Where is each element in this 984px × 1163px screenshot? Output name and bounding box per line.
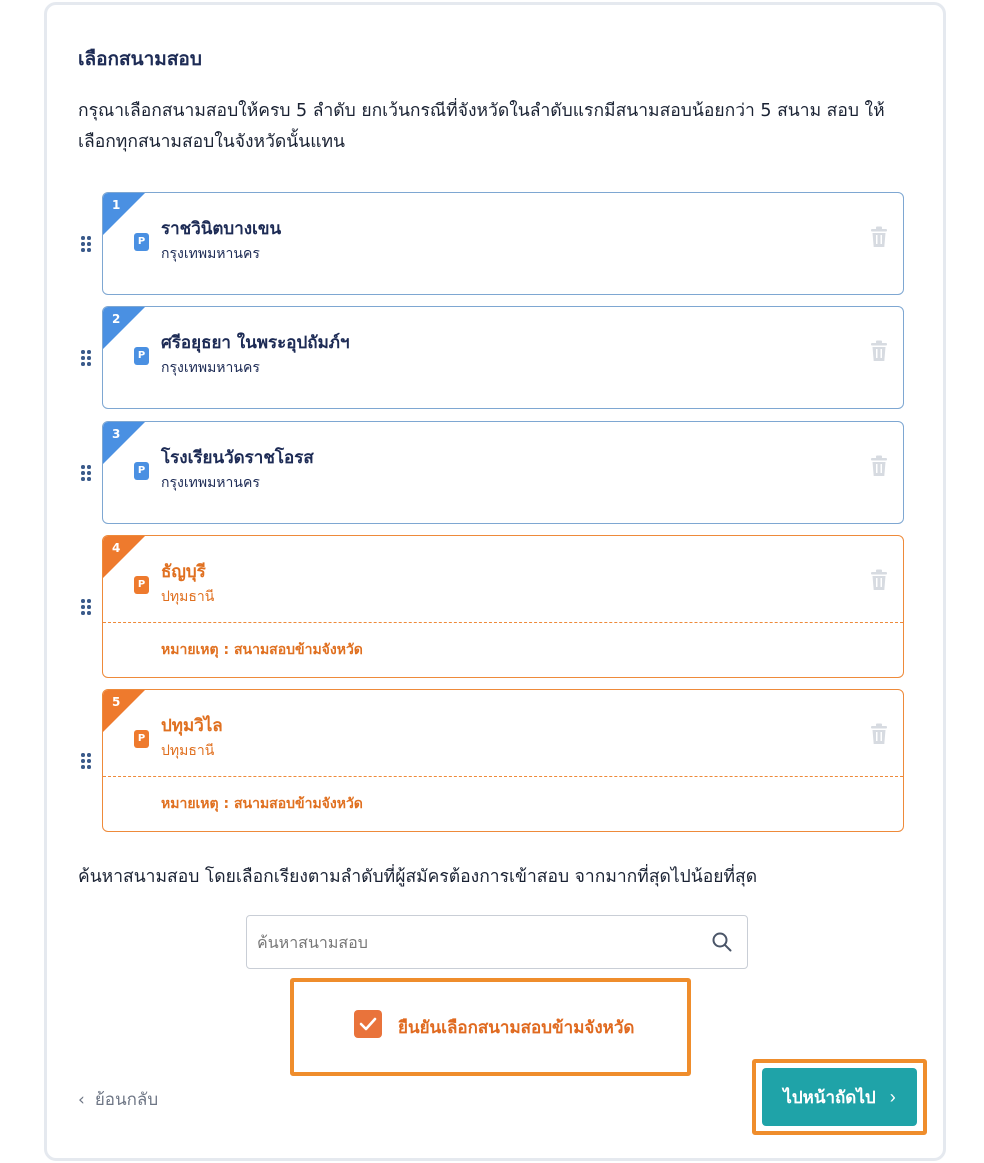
site-province: ปทุมธานี: [161, 589, 215, 605]
trash-icon[interactable]: [869, 569, 889, 591]
site-name: โรงเรียนวัดราชโอรส: [161, 448, 314, 468]
school-doc-icon: P: [134, 730, 149, 748]
rank-ribbon: [103, 690, 145, 732]
selected-site-1[interactable]: [102, 192, 904, 295]
site-name: ราชวินิตบางเขน: [161, 219, 282, 239]
drag-handle-icon[interactable]: [81, 599, 93, 615]
school-doc-icon: P: [134, 233, 149, 251]
confirm-checkbox[interactable]: [354, 1010, 382, 1038]
drag-handle-icon[interactable]: [81, 350, 93, 366]
instructions-text: กรุณาเลือกสนามสอบให้ครบ 5 ลำดับ ยกเว้นกรณีที่จังหวัดในลำดับแรกมีสนามสอบน้อยกว่า 5 สนาม สอบ ให้เลือกทุกสนามสอบในจังหวัดนั้นแทน: [78, 101, 885, 152]
site-province: ปทุมธานี: [161, 743, 215, 759]
selected-site-3[interactable]: [102, 421, 904, 524]
back-label: ย้อนกลับ: [94, 1090, 159, 1110]
search-instructions: ค้นหาสนามสอบ โดยเลือกเรียงตามลำดับที่ผู้สมัครต้องการเข้าสอบ จากมากที่สุดไปน้อยที่สุด: [78, 867, 758, 887]
site-name: ธัญบุรี: [161, 562, 206, 582]
rank-number: 3: [112, 427, 121, 441]
rank-number: 5: [112, 695, 121, 709]
selected-site-4[interactable]: [102, 535, 904, 678]
trash-icon[interactable]: [869, 455, 889, 477]
trash-icon[interactable]: [869, 340, 889, 362]
drag-handle-icon[interactable]: [81, 753, 93, 769]
page-title: เลือกสนามสอบ: [78, 48, 202, 70]
rank-number: 1: [112, 198, 121, 212]
confirm-label[interactable]: ยืนยันเลือกสนามสอบข้ามจังหวัด: [398, 1018, 635, 1038]
trash-icon[interactable]: [869, 226, 889, 248]
trash-icon[interactable]: [869, 723, 889, 745]
search-box[interactable]: [246, 915, 748, 969]
site-name: ศรีอยุธยา ในพระอุปถัมภ์ฯ: [161, 333, 350, 353]
rank-number: 2: [112, 312, 121, 326]
back-link[interactable]: [78, 1086, 158, 1113]
site-province: กรุงเทพมหานคร: [161, 360, 260, 376]
chevron-right-icon: ›: [889, 1086, 896, 1107]
search-input[interactable]: [257, 916, 697, 968]
note-divider: [103, 622, 903, 623]
site-province: กรุงเทพมหานคร: [161, 246, 260, 262]
school-doc-icon: P: [134, 462, 149, 480]
site-province: กรุงเทพมหานคร: [161, 475, 260, 491]
site-name: ปทุมวิไล: [161, 716, 223, 736]
note-divider: [103, 776, 903, 777]
selected-site-2[interactable]: [102, 306, 904, 409]
rank-ribbon: [103, 536, 145, 578]
checkmark-icon: [359, 1016, 377, 1032]
rank-ribbon: [103, 193, 145, 235]
drag-handle-icon[interactable]: [81, 236, 93, 252]
next-label: ไปหน้าถัดไป: [783, 1087, 876, 1107]
next-button[interactable]: [762, 1068, 917, 1126]
rank-ribbon: [103, 307, 145, 349]
school-doc-icon: P: [134, 347, 149, 365]
search-icon[interactable]: [711, 931, 733, 953]
selected-site-5[interactable]: [102, 689, 904, 832]
school-doc-icon: P: [134, 576, 149, 594]
chevron-left-icon: ‹: [78, 1090, 85, 1110]
cross-province-note: หมายเหตุ : สนามสอบข้ามจังหวัด: [161, 642, 363, 658]
cross-province-note: หมายเหตุ : สนามสอบข้ามจังหวัด: [161, 796, 363, 812]
rank-ribbon: [103, 422, 145, 464]
drag-handle-icon[interactable]: [81, 465, 93, 481]
rank-number: 4: [112, 541, 121, 555]
